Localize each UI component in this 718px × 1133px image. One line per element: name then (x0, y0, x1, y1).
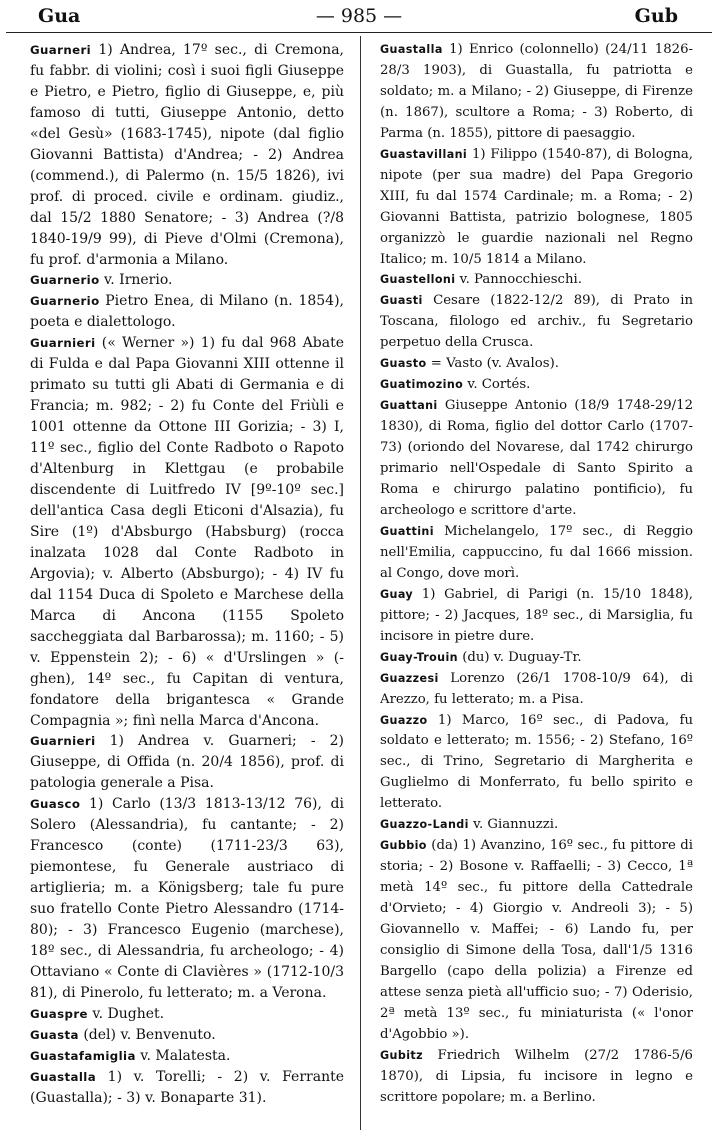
entry-text: 1) Andrea, 17º sec., di Cremona, fu fabbr. di violini; così i suoi figli Giuseppe e Pietro, e Pietro, figlio di Giuseppe, e, più famoso di tutti, Giuseppe Antonio, detto «del Gesù» (1683-1745), nipote (dal figlio Giovanni Battista) d'Andrea; - 2) Andrea (commend.), di Palermo (n. 15/5 1826), ivi prof. di proced. civile e ordinam. giudiz., dal 15/2 1880 Senatore; - 3) Andrea (?/8 1840-19/9 99), di Pieve d'Olmi (Cremona), fu prof. d'armonia a Milano. (30, 42, 344, 268)
dictionary-entry (30, 40, 344, 270)
entry-text: v. Dughet. (87, 1005, 165, 1022)
entry-text: (del) v. Benvenuto. (78, 1026, 216, 1043)
entry-text: Michelangelo, 17º sec., di Reggio nell'Emilia, cappuccino, fu dal 1666 mission. al Congo, dove morì. (380, 523, 693, 581)
entry-text: (da) 1) Avanzino, 16º sec., fu pittore di storia; - 2) Bosone v. Raffaelli; - 3) Cecco, 1ª metà 14º sec., fu pittore della Cattedrale d'Orvieto; - 4) Giorgio v. Andreoli 3); - 5) Giovannello v. Maffei; - 6) Lando fu, per consiglio di Simone della Tosa, dall'1/5 1316 Bargello (capo della polizia) a Firenze ed attese senza pietà all'ufficio suo; - 7) Oderisio, 2ª metà 13º sec., fu miniaturista (« l'onor d'Agobbio »). (380, 838, 693, 1042)
entry-text: 1) Andrea v. Guarneri; - 2) Giuseppe, di Offida (n. 20/4 1856), prof. di patologia generale a Pisa. (30, 733, 344, 792)
entry-headword: Guarnieri (30, 734, 96, 749)
entry-text: v. Malatesta. (135, 1047, 231, 1064)
column-divider (360, 36, 361, 1130)
dictionary-entry (380, 648, 693, 669)
dictionary-entry (380, 522, 693, 585)
dictionary-entry (380, 40, 693, 145)
dictionary-entry (30, 1067, 344, 1109)
entry-headword: Guazzo-Landi (380, 818, 469, 832)
dictionary-entry (30, 1004, 344, 1025)
entry-text: 1) Marco, 16º sec., di Padova, fu soldato e letterato; m. 1556; - 2) Stefano, 16º sec., di Trino, Segretario di Margherita e Guglielmo di Monferrato, fu bello spirito e letterato. (380, 712, 693, 812)
dictionary-entry (30, 794, 344, 1004)
dictionary-entry (30, 333, 344, 731)
entry-text: v. Irnerio. (99, 272, 173, 289)
dictionary-entry (30, 731, 344, 794)
dictionary-entry (380, 354, 693, 375)
entry-headword: Guasti (380, 294, 423, 308)
entry-headword: Guarnieri (30, 336, 96, 351)
entry-text: Giuseppe Antonio (18/9 1748-29/12 1830), di Roma, figlio del dottor Carlo (1707-73) (oriondo del Novarese, dal 1742 chirurgo primario nell'Ospedale di Santo Spirito a Roma e chirurgo palatino pontificio), fu archeologo e scrittore d'arte. (380, 398, 693, 518)
dictionary-entry (30, 1025, 344, 1046)
entry-text: 1) Filippo (1540-87), di Bologna, nipote (per sua madre) del Papa Gregorio XIII, fu dal 1574 Cardinale; m. a Roma; - 2) Giovanni Battista, patrizio bolognese, 1805 organizzò le guardie nazionali nel Regno Italico; m. 10/5 1814 a Milano. (380, 146, 693, 267)
entry-headword: Guazzesi (380, 671, 439, 685)
header-left-keyword: Gua (38, 5, 81, 27)
entry-text: 1) Carlo (13/3 1813-13/12 76), di Solero (Alessandria), fu cantante; - 2) Francesco (conte) (1711-23/3 63), piemontese, fu Generale austriaco di artiglieria; m. a Königsberg; tale fu pure suo fratello Conte Pietro Alessandro (1714-80); - 3) Francesco Eugenio (marchese), 18º sec., di Alessandria, fu archeologo; - 4) Ottaviano « Conte di Clavières » (1712-10/3 81), di Pinerolo, fu letterato; m. a Verona. (30, 796, 344, 1001)
entry-headword: Guastalla (30, 1069, 97, 1084)
entry-headword: Guasco (30, 797, 81, 812)
entry-headword: Guarnerio (30, 294, 100, 309)
entry-text: = Vasto (v. Avalos). (426, 356, 559, 372)
entry-text: (du) v. Duguay-Tr. (458, 649, 582, 665)
entry-text: Lorenzo (26/1 1708-10/9 64), di Arezzo, fu letterato; m. a Pisa. (380, 670, 693, 707)
dictionary-entry (380, 836, 693, 1046)
entry-headword: Guastavillani (380, 147, 468, 161)
entry-headword: Guattini (380, 524, 434, 538)
dictionary-entry (30, 291, 344, 333)
entry-text: 1) v. Torelli; - 2) v. Ferrante (Guastalla); - 3) v. Bonaparte 31). (30, 1068, 344, 1106)
page-number: — 985 — (315, 5, 403, 27)
dictionary-entry (30, 1046, 344, 1067)
entry-headword: Guastalla (380, 43, 443, 56)
left-column (30, 40, 344, 1128)
entry-headword: Guasta (30, 1027, 79, 1042)
dictionary-entry (380, 815, 693, 836)
entry-headword: Guay (380, 587, 414, 601)
entry-headword: Gubbio (380, 839, 427, 853)
entry-headword: Guatimozino (380, 378, 464, 392)
entry-headword: Guay-Trouin (380, 650, 458, 664)
entry-headword: Guasto (380, 357, 427, 371)
entry-text: Pietro Enea, di Milano (n. 1854), poeta e dialettologo. (30, 293, 344, 331)
dictionary-entry (380, 396, 693, 522)
entry-text: v. Pannocchieschi. (455, 272, 582, 288)
dictionary-entry (380, 270, 693, 291)
page-header (6, 2, 712, 33)
entry-headword: Guattani (380, 399, 438, 413)
entry-text: v. Cortés. (463, 377, 531, 393)
entry-headword: Guaspre (30, 1006, 88, 1021)
entry-text: Cesare (1822-12/2 89), di Prato in Toscana, filologo ed archiv., fu Segretario perpetuo della Crusca. (380, 293, 693, 351)
entry-headword: Guastafamiglia (30, 1048, 136, 1063)
entry-text: Friedrich Wilhelm (27/2 1786-5/6 1870), di Lipsia, fu incisore in legno e scrittore popolare; m. a Berlino. (380, 1047, 693, 1105)
entry-text: (« Werner ») 1) fu dal 968 Abate di Fulda e dal Papa Giovanni XIII ottenne il primato su tutti gli Abati di Germania e di Francia; m. 982; - 2) fu Conte del Friùli e 1001 ottenne da Ottone III Gorizia; - 3) I, 11º sec., figlio del Conte Radboto o Rapoto d'Altenburg in Klettgau (e probabile discendente di Luitfredo IV [9º-10º sec.] dell'antica Casa degli Eticoni d'Alsazia), fu Sire (1º) d'Absburgo (Habsburg) (rocca inalzata 1028 dal Conte Radboto in Argovia); v. Alberto (Absburgo); - 4) IV fu dal 1154 Duca di Spoleto e Marchese della Marca di Ancona (1155 Spoleto saccheggiata dal Barbarossa); m. 1160; - 5) v. Eppenstein 2); - 6) « d'Urslingen » (-ghen), 14º sec., fu Capitan di ventura, fondatore della brigantesca « Grande Compagnia »; finì nella Marca d'Ancona. (30, 335, 344, 729)
dictionary-entry (380, 1046, 693, 1109)
entry-headword: Guazzo (380, 713, 428, 727)
entry-headword: Guastelloni (380, 273, 456, 287)
dictionary-entry (380, 375, 693, 396)
entry-headword: Gubitz (380, 1048, 424, 1062)
dictionary-entry (30, 270, 344, 291)
entry-text: 1) Enrico (colonnello) (24/11 1826-28/3 1903), di Guastalla, fu patriotta e soldato; m. a Milano; - 2) Giuseppe, di Firenze (n. 1867), scultore a Roma; - 3) Roberto, di Parma (n. 1855), pittore di paesaggio. (380, 42, 693, 141)
dictionary-entry (380, 711, 693, 816)
entry-text: 1) Gabriel, di Parigi (n. 15/10 1848), pittore; - 2) Jacques, 18º sec., di Marsiglia, fu incisore in pietre dure. (380, 586, 693, 644)
dictionary-entry (380, 585, 693, 648)
dictionary-entry (380, 291, 693, 354)
header-right-keyword: Gub (634, 5, 678, 27)
entry-headword: Guarnerio (30, 273, 100, 288)
right-column (380, 40, 693, 1128)
entry-headword: Guarneri (30, 43, 92, 57)
dictionary-entry (380, 145, 693, 271)
dictionary-entry (380, 669, 693, 711)
entry-text: v. Giannuzzi. (468, 817, 559, 833)
